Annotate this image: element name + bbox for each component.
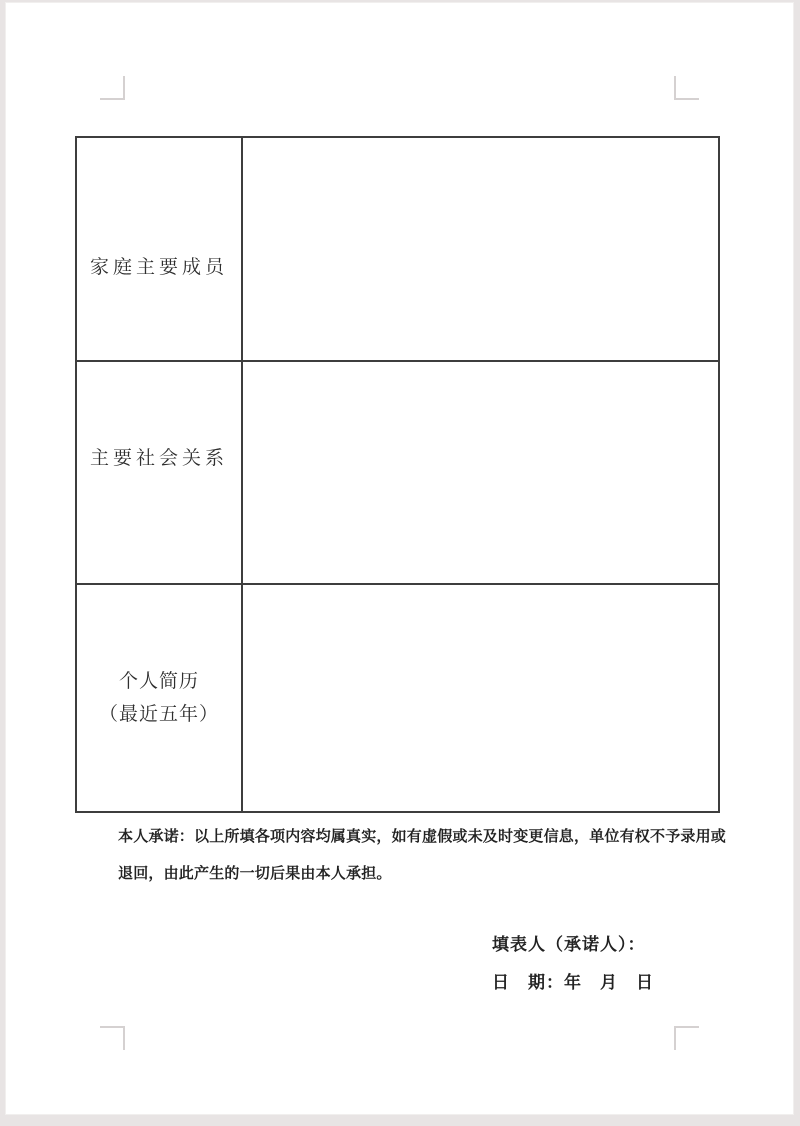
resume-label-line1: 个人简历 bbox=[118, 671, 199, 692]
form-filler-label: 填表人（承诺人）： bbox=[492, 935, 646, 954]
date-label: 日 期：年 月 日 bbox=[492, 973, 654, 992]
declaration-line-1: 本人承诺：以上所填各项内容均属真实，如有虚假或未及时变更信息，单位有权不予录用或 bbox=[118, 829, 727, 845]
resume-label bbox=[99, 665, 219, 731]
resume-label-cell bbox=[77, 585, 243, 811]
signature-block bbox=[492, 926, 654, 1002]
social-relations-value-cell[interactable] bbox=[243, 362, 718, 585]
margin-corner-mark-bottom-left bbox=[100, 1026, 125, 1050]
declaration-text bbox=[118, 819, 726, 893]
social-relations-label: 主要社会关系 bbox=[89, 448, 228, 469]
family-members-label: 家庭主要成员 bbox=[89, 256, 228, 278]
margin-corner-mark-top-right bbox=[674, 76, 699, 100]
family-members-value-cell[interactable] bbox=[243, 138, 718, 362]
margin-corner-mark-bottom-right bbox=[674, 1026, 699, 1050]
declaration-line-2: 退回，由此产生的一切后果由本人承担。 bbox=[118, 866, 392, 882]
resume-label-line2: （最近五年） bbox=[98, 704, 219, 725]
social-relations-label-cell bbox=[77, 362, 243, 585]
family-members-label-cell bbox=[77, 138, 243, 362]
info-table bbox=[75, 136, 720, 813]
margin-corner-mark-top-left bbox=[100, 76, 125, 100]
resume-value-cell[interactable] bbox=[243, 585, 718, 811]
